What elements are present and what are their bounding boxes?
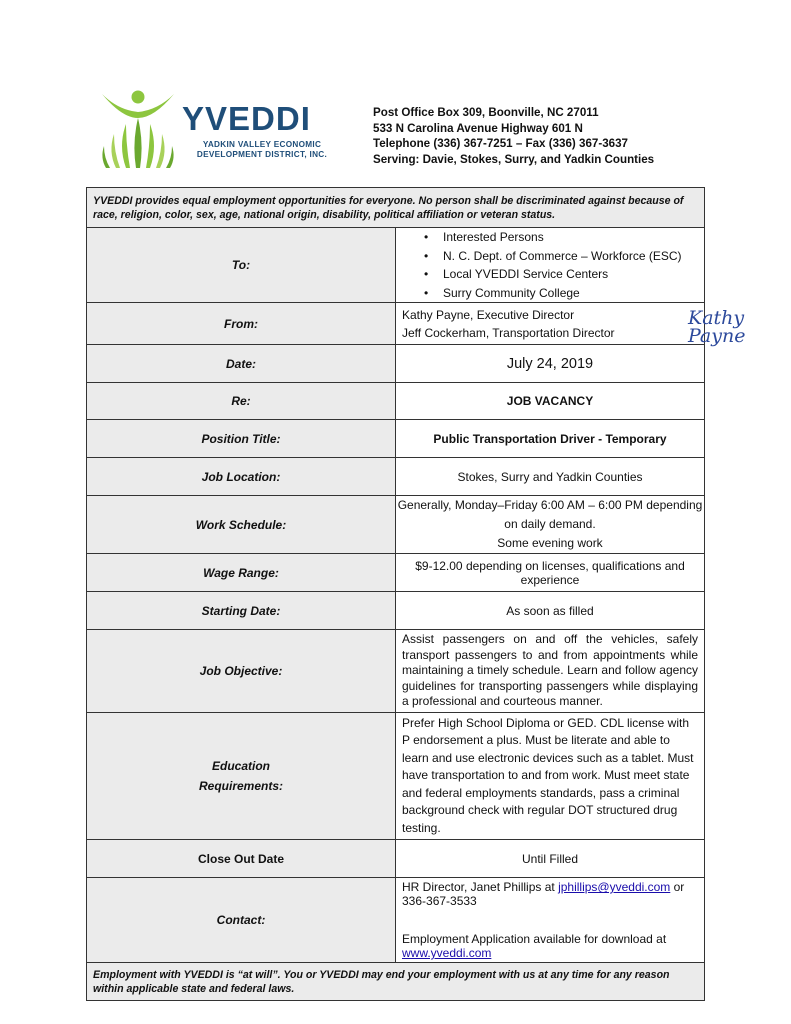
table-row bbox=[87, 420, 705, 458]
recipient-item: • Surry Community College bbox=[443, 284, 704, 303]
to-label: To: bbox=[87, 228, 396, 303]
work-schedule-line-2: Some evening work bbox=[497, 536, 603, 551]
from-line-1: Kathy Payne, Executive Director bbox=[402, 307, 575, 322]
job-objective-label: Job Objective: bbox=[87, 630, 396, 713]
contact-line bbox=[402, 880, 698, 908]
logo-subtitle bbox=[182, 140, 342, 160]
close-out-date-label: Close Out Date bbox=[87, 840, 396, 878]
from-value bbox=[396, 303, 746, 348]
starting-date-label: Starting Date: bbox=[87, 592, 396, 630]
table-row bbox=[87, 458, 705, 496]
recipient-item: • N. C. Dept. of Commerce – Workforce (ESC) bbox=[443, 247, 704, 266]
recipient-item: • Local YVEDDI Service Centers bbox=[443, 265, 704, 284]
job-location-value: Stokes, Surry and Yadkin Counties bbox=[396, 458, 705, 496]
starting-date-value: As soon as filled bbox=[396, 592, 705, 630]
logo-subtitle-line-1: YADKIN VALLEY ECONOMIC bbox=[202, 140, 322, 149]
work-schedule-label: Work Schedule: bbox=[87, 496, 396, 554]
wage-range-label: Wage Range: bbox=[87, 554, 396, 592]
address-block bbox=[373, 105, 713, 167]
date-value: July 24, 2019 bbox=[396, 345, 705, 383]
education-label-line-2: Requirements: bbox=[198, 779, 284, 794]
from-line-2: Jeff Cockerham, Transportation Director bbox=[402, 325, 615, 340]
close-out-date-value: Until Filled bbox=[396, 840, 705, 878]
contact-value bbox=[396, 878, 705, 963]
to-value bbox=[396, 228, 705, 303]
position-title-value: Public Transportation Driver - Temporary bbox=[396, 420, 705, 458]
recipient-item: • Interested Persons bbox=[443, 228, 704, 247]
work-schedule-line-1: Generally, Monday–Friday 6:00 AM – 6:00 PM depending on daily demand. bbox=[397, 498, 703, 532]
recipient-list bbox=[396, 228, 704, 302]
position-title-label: Position Title: bbox=[87, 420, 396, 458]
equal-opportunity-notice: YVEDDI provides equal employment opportunities for everyone. No person shall be discriminated against because of race, religion, color, sex, age, national origin, disability, political affiliation or veteran status. bbox=[87, 188, 705, 228]
table-row bbox=[87, 228, 705, 303]
address-line-2: 533 N Carolina Avenue Highway 601 N bbox=[373, 121, 583, 135]
table-row bbox=[87, 712, 705, 840]
yveddi-logo bbox=[96, 88, 336, 170]
re-value: JOB VACANCY bbox=[396, 383, 705, 420]
from-label: From: bbox=[87, 303, 396, 345]
table-row bbox=[87, 345, 705, 383]
table-row bbox=[87, 554, 705, 592]
education-value: Prefer High School Diploma or GED. CDL license with P endorsement a plus. Must be literate and able to learn and use electronic devices such as a tablet. Must have transportation to and from work. Must meet state and federal employments standards, pass a criminal background check with regular DOT structured drug testing. bbox=[396, 712, 705, 840]
education-label-line-1: Education bbox=[211, 759, 270, 774]
website-link[interactable]: www.yveddi.com bbox=[402, 946, 492, 961]
address-line-4: Serving: Davie, Stokes, Surry, and Yadkin Counties bbox=[373, 152, 655, 166]
application-line bbox=[402, 932, 698, 960]
table-row bbox=[87, 592, 705, 630]
logo-subtitle-line-2: DEVELOPMENT DISTRICT, INC. bbox=[196, 150, 328, 159]
re-label: Re: bbox=[87, 383, 396, 420]
table-row bbox=[87, 840, 705, 878]
job-objective-value: Assist passengers on and off the vehicles, safely transport passengers to and from appointments while maintaining a timely schedule. Learn and follow agency guidelines for transporting passengers while displaying a professional and courteous manner. bbox=[396, 630, 705, 713]
contact-suffix: or 336-367-3533 bbox=[402, 880, 685, 909]
job-location-label: Job Location: bbox=[87, 458, 396, 496]
date-label: Date: bbox=[87, 345, 396, 383]
work-schedule-value bbox=[396, 496, 705, 554]
contact-prefix: HR Director, Janet Phillips at bbox=[402, 880, 559, 895]
table-row bbox=[87, 383, 705, 420]
job-vacancy-table bbox=[86, 187, 746, 1001]
education-label bbox=[87, 712, 396, 840]
leaf-figure-icon bbox=[96, 88, 180, 170]
table-row bbox=[87, 496, 705, 554]
signature: Kathy Payne bbox=[688, 307, 746, 348]
table-row bbox=[87, 878, 705, 963]
wage-range-value: $9-12.00 depending on licenses, qualifications and experience bbox=[396, 554, 705, 592]
at-will-notice: Employment with YVEDDI is “at will”. You or YVEDDI may end your employment with us at any time for any reason within applicable state and federal laws. bbox=[87, 963, 705, 1001]
application-prefix: Employment Application available for download at bbox=[402, 932, 667, 947]
table-row bbox=[87, 303, 705, 345]
table-row bbox=[87, 630, 705, 713]
contact-email-link[interactable]: jphillips@yveddi.com bbox=[558, 880, 671, 895]
address-line-3: Telephone (336) 367-7251 – Fax (336) 367-3637 bbox=[373, 137, 628, 151]
contact-label: Contact: bbox=[87, 878, 396, 963]
address-line-1: Post Office Box 309, Boonville, NC 27011 bbox=[373, 106, 599, 119]
logo-wordmark: YVEDDI bbox=[182, 100, 311, 137]
